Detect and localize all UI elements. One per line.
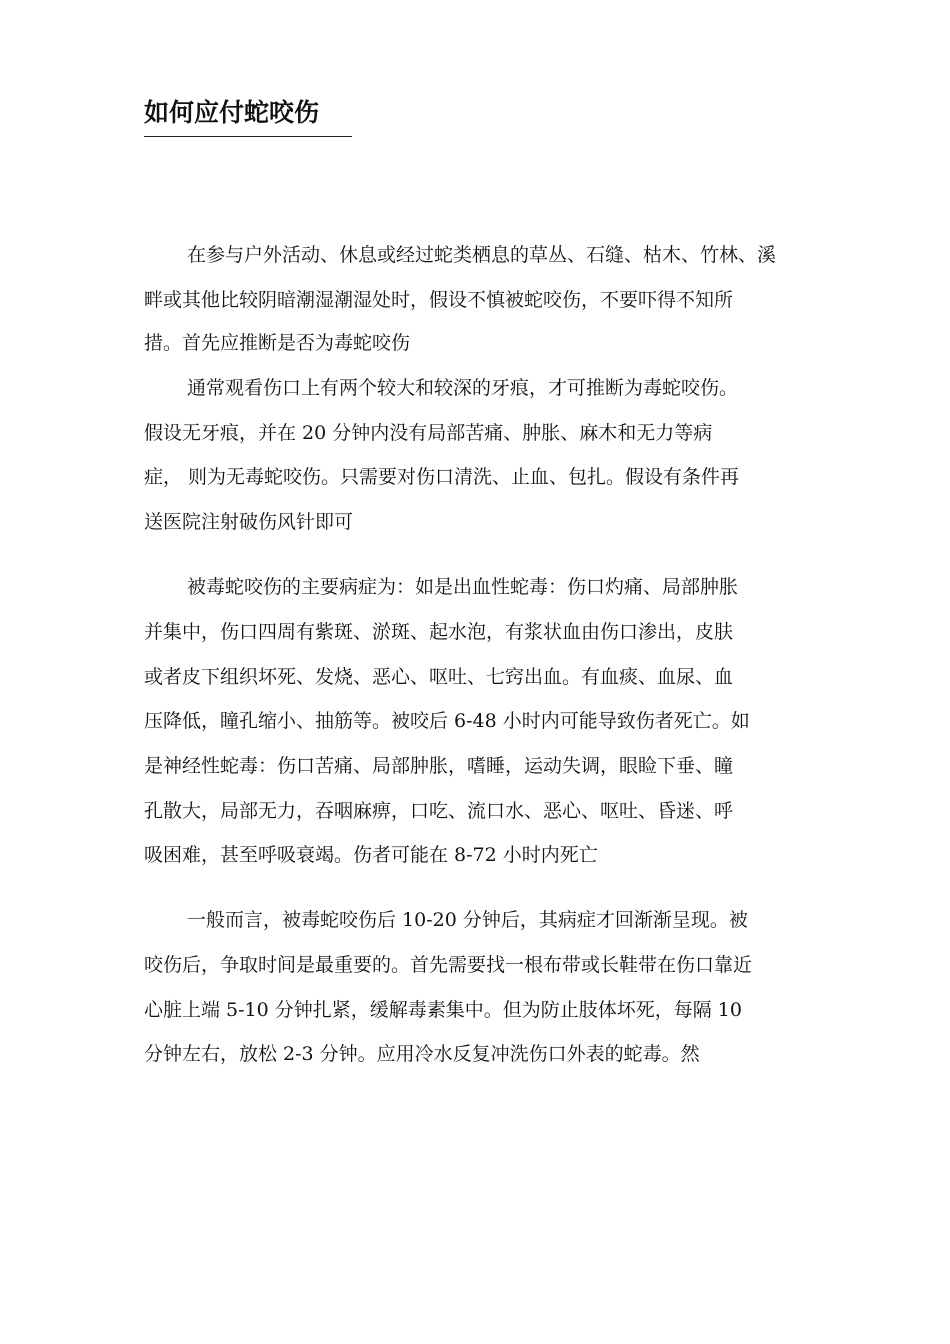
paragraph-4-line-1: 一般而言，被毒蛇咬伤后 10-20 分钟后，其病症才回渐渐呈现。被: [187, 909, 748, 931]
paragraph-4-line-3: 心脏上端 5-10 分钟扎紧，缓解毒素集中。但为防止肢体坏死，每隔 10: [144, 999, 742, 1021]
paragraph-3-line-3: 或者皮下组织坏死、发烧、恶心、呕吐、七窍出血。有血痰、血尿、血: [144, 666, 734, 688]
paragraph-3-line-5: 是神经性蛇毒：伤口苦痛、局部肿胀，嗜睡，运动失调，眼睑下垂、瞳: [144, 755, 734, 777]
paragraph-1-line-1: 在参与户外活动、休息或经过蛇类栖息的草丛、石缝、枯木、竹林、溪: [187, 244, 777, 266]
paragraph-2-line-2: 假设无牙痕，并在 20 分钟内没有局部苦痛、肿胀、麻木和无力等病: [144, 422, 713, 444]
paragraph-3-line-1: 被毒蛇咬伤的主要病症为：如是出血性蛇毒：伤口灼痛、局部肿胀: [187, 576, 739, 598]
document-title: 如何应付蛇咬伤: [144, 94, 352, 137]
paragraph-3-line-4: 压降低，瞳孔缩小、抽筋等。被咬后 6-48 小时内可能导致伤者死亡。如: [144, 710, 750, 732]
paragraph-3-line-6: 孔散大，局部无力，吞咽麻痹，口吃、流口水、恶心、呕吐、昏迷、呼: [144, 800, 734, 822]
paragraph-3-line-7: 吸困难，甚至呼吸衰竭。伤者可能在 8-72 小时内死亡: [144, 844, 598, 866]
paragraph-1-line-3: 措。首先应推断是否为毒蛇咬伤: [144, 332, 411, 354]
paragraph-2-line-4: 送医院注射破伤风针即可: [144, 511, 354, 533]
paragraph-4-line-4: 分钟左右，放松 2-3 分钟。应用冷水反复冲洗伤口外表的蛇毒。然: [144, 1043, 700, 1065]
paragraph-3-line-2: 并集中，伤口四周有紫斑、淤斑、起水泡，有浆状血由伤口渗出，皮肤: [144, 621, 734, 643]
paragraph-2-line-3: 症， 则为无毒蛇咬伤。只需要对伤口清洗、止血、包扎。假设有条件再: [144, 466, 740, 488]
paragraph-2-line-1: 通常观看伤口上有两个较大和较深的牙痕，才可推断为毒蛇咬伤。: [187, 377, 739, 399]
paragraph-4-line-2: 咬伤后，争取时间是最重要的。首先需要找一根布带或长鞋带在伤口靠近: [144, 954, 753, 976]
paragraph-1-line-2: 畔或其他比较阴暗潮湿潮湿处时，假设不慎被蛇咬伤，不要吓得不知所: [144, 289, 734, 311]
